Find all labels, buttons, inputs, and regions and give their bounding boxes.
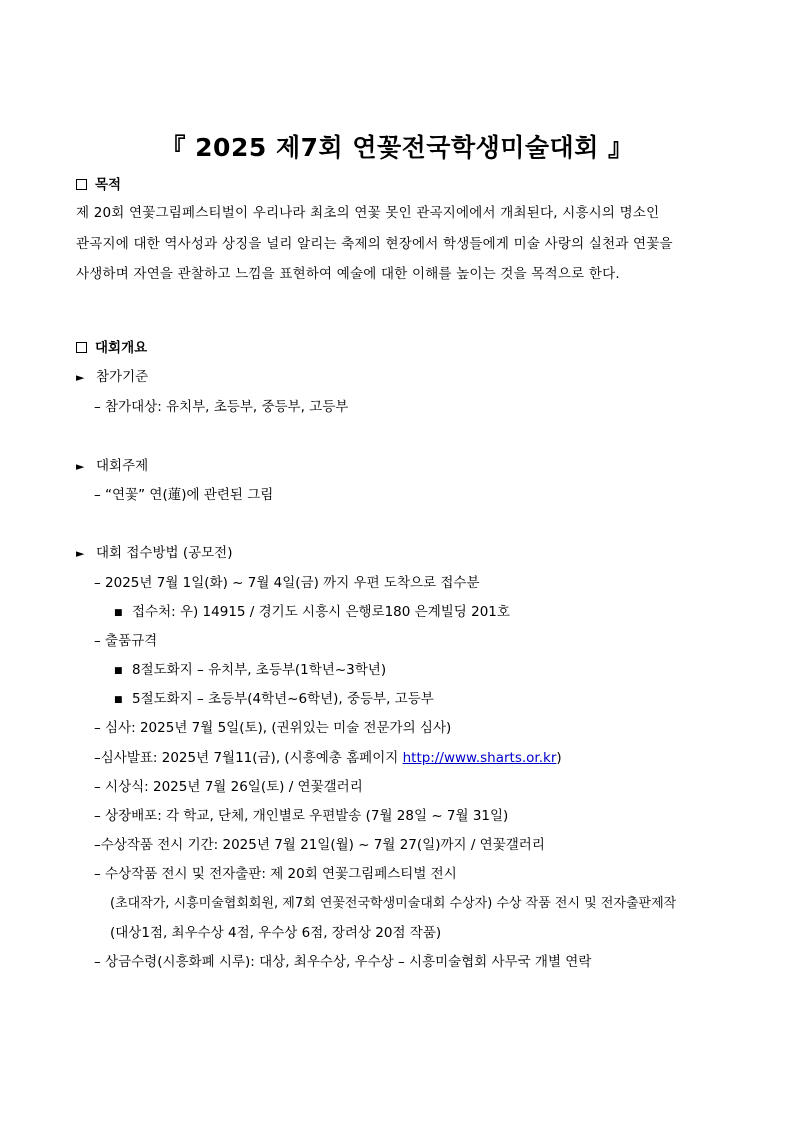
method-label: 대회 접수방법 (공모전) bbox=[96, 545, 233, 561]
method-prize: – 상금수령(시흥화폐 시루): 대상, 최우수상, 우수상 – 시흥미술협회 사무국 개별 연락 bbox=[94, 954, 592, 970]
purpose-heading bbox=[76, 177, 121, 193]
overview-heading-label: 대회개요 bbox=[95, 340, 148, 356]
arrow-right-icon: ► bbox=[76, 547, 85, 560]
page-title: 『 2025 제7회 연꽃전국학생미술대회 』 bbox=[160, 133, 634, 162]
method-judging: – 심사: 2025년 7월 5일(토), (권위있는 미술 전문가의 심사) bbox=[94, 720, 452, 736]
purpose-line-3: 사생하며 자연을 관찰하고 느낌을 표현하여 예술에 대한 이해를 높이는 것을 목적으로 한다. bbox=[76, 266, 620, 282]
method-rule-2 bbox=[114, 691, 434, 708]
method-rule-1-text: 8절도화지 – 유치부, 초등부(1학년~3학년) bbox=[132, 662, 387, 678]
method-announce bbox=[94, 750, 562, 766]
theme-text: – “연꽃” 연(蓮)에 관련된 그림 bbox=[94, 487, 274, 503]
arrow-right-icon: ► bbox=[76, 460, 85, 473]
homepage-link[interactable]: http://www.sharts.or.kr bbox=[402, 750, 557, 766]
method-publication: – 수상작품 전시 및 전자출판: 제 20회 연꽃그림페스티벌 전시 bbox=[94, 866, 457, 882]
method-distribution: – 상장배포: 각 학교, 단체, 개인별로 우편발송 (7월 28일 ~ 7월 31일) bbox=[94, 808, 509, 824]
method-exhibition: –수상작품 전시 기간: 2025년 7월 21일(월) ~ 7월 27(일)까지 / 연꽃갤러리 bbox=[94, 837, 545, 853]
criteria-heading bbox=[76, 369, 148, 386]
square-bullet-icon: ■ bbox=[114, 608, 123, 618]
square-bullet-icon: ■ bbox=[114, 695, 123, 705]
method-rule-2-text: 5절도화지 – 초등부(4학년~6학년), 중등부, 고등부 bbox=[132, 691, 434, 707]
arrow-right-icon: ► bbox=[76, 371, 85, 384]
criteria-target: – 참가대상: 유치부, 초등부, 중등부, 고등부 bbox=[94, 399, 349, 415]
announce-prefix: –심사발표: 2025년 7월11(금), (시흥예총 홈페이지 bbox=[94, 750, 403, 766]
theme-heading bbox=[76, 458, 148, 475]
announce-suffix: ) bbox=[556, 750, 562, 766]
method-rule-1 bbox=[114, 662, 386, 679]
purpose-line-2: 관곡지에 대한 역사성과 상징을 널리 알리는 축제의 현장에서 학생들에게 미술 사랑의 실천과 연꽃을 bbox=[76, 236, 673, 252]
square-bullet-icon: ■ bbox=[114, 666, 123, 676]
method-address bbox=[114, 604, 510, 621]
purpose-line-1: 제 20회 연꽃그림페스티벌이 우리나라 최초의 연꽃 못인 관곡지에에서 개최된다, 시흥시의 명소인 bbox=[76, 205, 660, 221]
theme-label: 대회주제 bbox=[96, 458, 149, 474]
checkbox-icon bbox=[76, 179, 87, 190]
method-ceremony: – 시상식: 2025년 7월 26일(토) / 연꽃갤러리 bbox=[94, 779, 363, 795]
checkbox-icon bbox=[76, 342, 87, 353]
overview-heading bbox=[76, 340, 147, 356]
method-period: – 2025년 7월 1일(화) ~ 7월 4일(금) 까지 우편 도착으로 접수분 bbox=[94, 575, 480, 591]
method-heading bbox=[76, 545, 233, 562]
method-address-text: 접수처: 우) 14915 / 경기도 시흥시 은행로180 은계빌딩 201호 bbox=[132, 604, 510, 620]
method-rules-label: – 출품규격 bbox=[94, 633, 158, 649]
method-publication-detail-1: (초대작가, 시흥미술협회회원, 제7회 연꽃전국학생미술대회 수상자) 수상 작품 전시 및 전자출판제작 bbox=[110, 896, 677, 911]
purpose-heading-label: 목적 bbox=[95, 177, 122, 193]
criteria-label: 참가기준 bbox=[96, 369, 149, 385]
method-publication-detail-2: (대상1점, 최우수상 4점, 우수상 6점, 장려상 20점 작품) bbox=[110, 925, 442, 941]
